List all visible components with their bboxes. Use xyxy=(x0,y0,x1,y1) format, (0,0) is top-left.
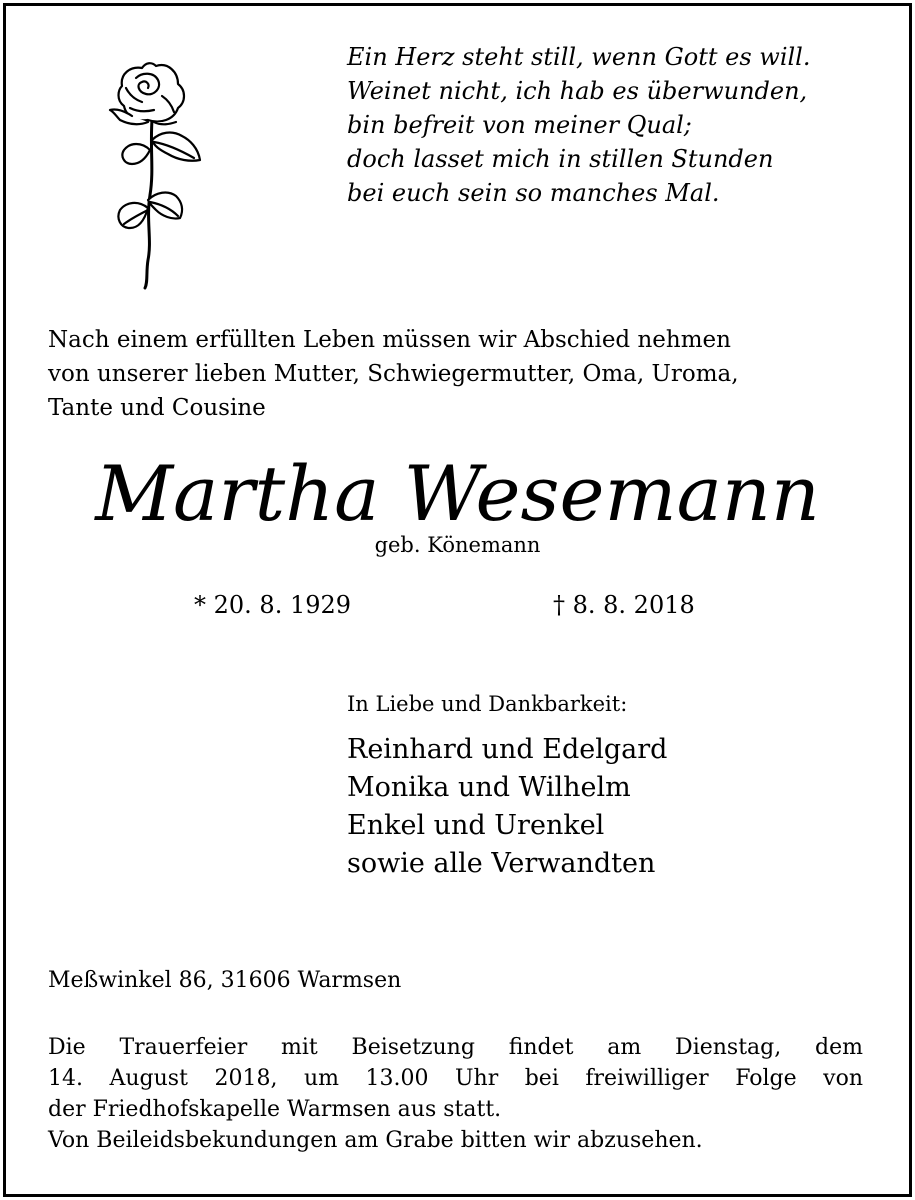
maiden-name: geb. Könemann xyxy=(374,533,541,557)
intro-line: Tante und Cousine xyxy=(48,395,266,421)
poem-line: bei euch sein so manches Mal. xyxy=(347,179,720,207)
intro-line: Nach einem erfüllten Leben müssen wir Abschied nehmen xyxy=(48,327,731,353)
poem-line: Ein Herz steht still, wenn Gott es will. xyxy=(347,43,811,71)
deceased-name: Martha Wesemann xyxy=(95,449,820,538)
mourner-name: Reinhard und Edelgard xyxy=(347,734,668,765)
funeral-notice xyxy=(48,1032,863,1156)
intro-text xyxy=(48,323,878,425)
notice-line: Von Beileidsbekundungen am Grabe bitten wir abzusehen. xyxy=(48,1128,703,1153)
notice-line: Die Trauerfeier mit Beisetzung findet am Dienstag, dem xyxy=(48,1035,863,1060)
notice-line: 14. August 2018, um 13.00 Uhr bei freiwilliger Folge von xyxy=(48,1066,863,1091)
dedication: In Liebe und Dankbarkeit: xyxy=(347,692,628,716)
notice-line: der Friedhofskapelle Warmsen aus statt. xyxy=(48,1097,502,1122)
rose-icon xyxy=(90,50,220,290)
address: Meßwinkel 86, 31606 Warmsen xyxy=(48,968,402,993)
poem-line: Weinet nicht, ich hab es überwunden, xyxy=(347,77,808,105)
birth-date: * 20. 8. 1929 xyxy=(194,591,352,619)
mourner-name: Enkel und Urenkel xyxy=(347,810,605,841)
poem-line: doch lasset mich in stillen Stunden xyxy=(347,145,774,173)
poem-line: bin befreit von meiner Qual; xyxy=(347,111,692,139)
intro-line: von unserer lieben Mutter, Schwiegermutter, Oma, Uroma, xyxy=(48,361,739,387)
mourner-name: Monika und Wilhelm xyxy=(347,772,631,803)
mourners-list xyxy=(347,731,667,883)
mourner-name: sowie alle Verwandten xyxy=(347,848,656,879)
death-date: † 8. 8. 2018 xyxy=(553,591,695,619)
poem xyxy=(347,40,887,210)
